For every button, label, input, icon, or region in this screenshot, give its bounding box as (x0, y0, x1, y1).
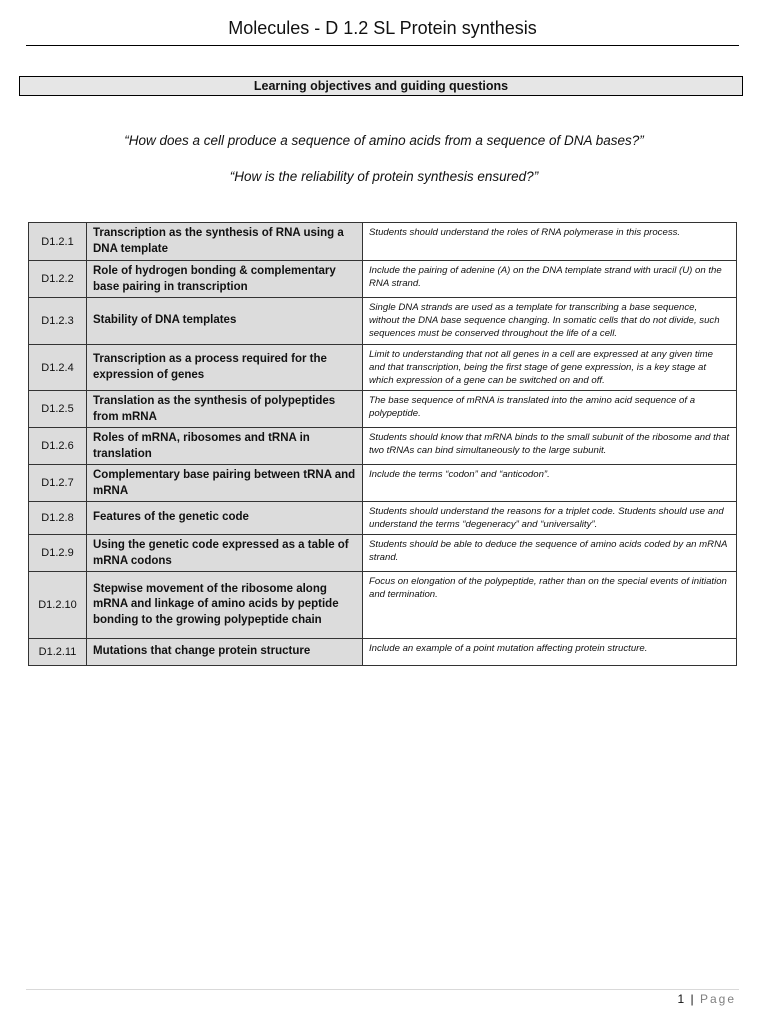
objective-code: D1.2.3 (29, 298, 87, 345)
objective-code: D1.2.5 (29, 391, 87, 428)
page-title: Molecules - D 1.2 SL Protein synthesis (228, 18, 537, 38)
objective-code: D1.2.6 (29, 428, 87, 465)
table-row (29, 298, 737, 345)
objective-topic: Features of the genetic code (87, 502, 363, 535)
objective-code: D1.2.10 (29, 572, 87, 639)
objective-guidance: The base sequence of mRNA is translated into the amino acid sequence of a polypeptide. (363, 391, 737, 428)
table-row (29, 345, 737, 391)
objectives-table (28, 222, 737, 666)
objective-guidance: Students should understand the roles of RNA polymerase in this process. (363, 223, 737, 261)
footer-divider (26, 989, 739, 990)
objective-guidance: Students should know that mRNA binds to the small subunit of the ribosome and that two tRNAs can bind simultaneously to the large subunit. (363, 428, 737, 465)
learning-objectives-banner: Learning objectives and guiding questions (19, 76, 743, 96)
guiding-question-1: “How does a cell produce a sequence of amino acids from a sequence of DNA bases?” (124, 133, 644, 148)
objective-guidance: Single DNA strands are used as a template for transcribing a base sequence, without the DNA base sequence changing. In somatic cells that do not divide, such sequences must be conserved throughout the life of a cell. (363, 298, 737, 345)
objective-guidance: Include the terms “codon” and “anticodon”. (363, 465, 737, 502)
page-label: Page (699, 992, 736, 1006)
table-row (29, 639, 737, 666)
objective-topic: Mutations that change protein structure (87, 639, 363, 666)
objective-code: D1.2.9 (29, 535, 87, 572)
objective-topic: Stability of DNA templates (87, 298, 363, 345)
page-header (26, 14, 739, 46)
objective-topic: Complementary base pairing between tRNA and mRNA (87, 465, 363, 502)
page-number: 1 (677, 992, 685, 1006)
objective-topic: Roles of mRNA, ribosomes and tRNA in translation (87, 428, 363, 465)
table-row (29, 223, 737, 261)
objective-guidance: Focus on elongation of the polypeptide, rather than on the special events of initiation and termination. (363, 572, 737, 639)
table-row (29, 465, 737, 502)
objective-guidance: Students should be able to deduce the sequence of amino acids coded by an mRNA strand. (363, 535, 737, 572)
objective-code: D1.2.4 (29, 345, 87, 391)
objective-code: D1.2.7 (29, 465, 87, 502)
guiding-question-2: “How is the reliability of protein synthesis ensured?” (229, 169, 539, 184)
objective-code: D1.2.8 (29, 502, 87, 535)
table-row (29, 572, 737, 639)
objective-topic: Translation as the synthesis of polypeptides from mRNA (87, 391, 363, 428)
page-footer (677, 992, 736, 1006)
table-row (29, 502, 737, 535)
objective-code: D1.2.1 (29, 223, 87, 261)
table-row (29, 428, 737, 465)
objective-topic: Stepwise movement of the ribosome along mRNA and linkage of amino acids by peptide bonding to the growing polypeptide chain (87, 572, 363, 639)
objective-topic: Using the genetic code expressed as a table of mRNA codons (87, 535, 363, 572)
objective-topic: Transcription as a process required for the expression of genes (87, 345, 363, 391)
objective-guidance: Include an example of a point mutation affecting protein structure. (363, 639, 737, 666)
objective-topic: Role of hydrogen bonding & complementary base pairing in transcription (87, 261, 363, 298)
table-row (29, 261, 737, 298)
objective-guidance: Students should understand the reasons for a triplet code. Students should use and understand the terms “degeneracy” and “universality”. (363, 502, 737, 535)
objective-topic: Transcription as the synthesis of RNA using a DNA template (87, 223, 363, 261)
objective-guidance: Include the pairing of adenine (A) on the DNA template strand with uracil (U) on the RNA strand. (363, 261, 737, 298)
objective-code: D1.2.2 (29, 261, 87, 298)
table-row (29, 391, 737, 428)
objective-code: D1.2.11 (29, 639, 87, 666)
objective-guidance: Limit to understanding that not all genes in a cell are expressed at any given time and that transcription, being the first stage of gene expression, is a key stage at which expression of a gene can be switched on and off. (363, 345, 737, 391)
table-row (29, 535, 737, 572)
footer-separator: | (690, 992, 694, 1006)
